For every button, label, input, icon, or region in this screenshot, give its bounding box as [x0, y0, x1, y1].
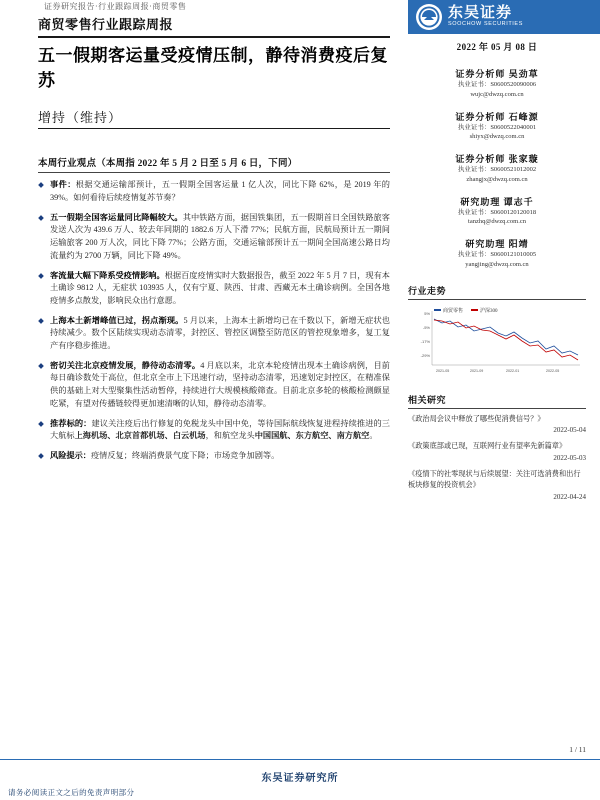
industry-trend-divider [408, 299, 586, 300]
analyst-entry [408, 195, 586, 228]
title-divider-thick [38, 36, 390, 38]
legend-swatch-icon [471, 309, 478, 311]
bullet-lead: 五一假期全国客运量同比降幅较大。 [50, 212, 183, 222]
analyst-email[interactable]: wujc@dwzq.com.cn [470, 90, 524, 98]
bullet-text: 5 月以来，上海本土新增均已在千数以下，新增无症状也持续减少。数个区陆续实现动态清零，封控区、管控区调整至防范区的管控现象增多，复工复产有序稳步推进。 [50, 315, 390, 351]
list-item[interactable] [408, 441, 586, 464]
svg-text:-29%: -29% [420, 352, 430, 358]
list-item [38, 270, 390, 308]
analyst-email[interactable]: zhangjx@dwzq.com.cn [466, 175, 528, 183]
list-item[interactable] [408, 414, 586, 437]
footer-institute: 东吴证券研究所 [261, 773, 339, 784]
viewpoint-heading: 本周行业观点（本周指 2022 年 5 月 2 日至 5 月 6 日，下同） [38, 159, 298, 170]
analyst-role: 证券分析师 石峰源 [455, 111, 539, 122]
svg-text:2021-09: 2021-09 [470, 368, 484, 373]
analyst-license: 执业证书：S0600120120018 [457, 208, 537, 216]
bullet-lead: 上海本土新增峰值已过，拐点渐现。 [50, 315, 184, 325]
breadcrumb: 证券研究报告·行业跟踪周报·商贸零售 [44, 2, 187, 11]
svg-text:2022-05: 2022-05 [546, 368, 560, 373]
analyst-role: 证券分析师 张家璇 [455, 154, 539, 164]
viewpoint-divider [38, 172, 390, 173]
analyst-entry [408, 152, 586, 185]
analyst-license: 执业证书：S0600521012002 [457, 166, 537, 173]
analyst-entry [408, 110, 586, 143]
analyst-license: 执业证书：S0600520090006 [457, 81, 537, 88]
analyst-role: 研究助理 谭志千 [460, 196, 534, 207]
related-research-divider [408, 408, 586, 409]
soochow-logo-icon [416, 4, 442, 30]
industry-trend-chart [408, 305, 586, 379]
svg-text:5%: 5% [424, 310, 430, 316]
analyst-license: 执业证书：S0600522040001 [457, 123, 537, 131]
related-title: 《疫情下的社零现状与后续展望：关注可选消费和出行板块修复的投资机会》 [408, 469, 581, 490]
page-number: 1 / 11 [569, 745, 586, 754]
viewpoint-list [38, 179, 390, 462]
chart-legend [434, 307, 498, 314]
legend-swatch-icon [434, 309, 441, 311]
bullet-lead: 风险提示： [50, 450, 91, 460]
analyst-role: 研究助理 阳靖 [465, 239, 529, 249]
industry-trend-heading: 行业走势 [408, 285, 447, 296]
main-content [38, 14, 390, 470]
rating-divider [38, 128, 390, 129]
bullet-text: 根据交通运输部预计，五一假期全国客运量 1 亿人次，同比下降 62%，是 2019 年的 39%。如何看待后续疫情复苏节奏？ [50, 180, 390, 202]
chart-svg [408, 305, 586, 379]
related-research-list [408, 414, 586, 504]
list-item [38, 450, 390, 463]
legend-entry-series1 [434, 307, 463, 314]
related-date: 2022-05-03 [553, 453, 586, 462]
footer-divider [0, 759, 600, 760]
report-series-title: 商贸零售行业跟踪周报 [38, 17, 174, 32]
analyst-email[interactable]: yangjing@dwzq.com.cn [465, 260, 529, 268]
bullet-lead: 密切关注北京疫情发展，静待动态清零。 [50, 360, 201, 370]
svg-text:2021-05: 2021-05 [436, 368, 450, 373]
list-item [38, 179, 390, 204]
brand-band [408, 0, 600, 34]
legend-label: 沪深300 [480, 308, 498, 314]
bullet-text: 根据百度疫情实时大数据报告，截至 2022 年 5 月 7 日，现有本土确诊 9812 人，无症状 103935 人，仅有宁夏、陕西、甘肃、西藏无本土确诊病例。全国各地疫情多点散发，影响民众出行意愿。 [50, 270, 390, 305]
list-item [38, 212, 390, 263]
bullet-lead: 推荐标的： [50, 418, 92, 428]
legend-entry-series2 [471, 307, 498, 314]
analyst-email[interactable]: tanzhq@dwzq.com.cn [468, 218, 526, 226]
list-item [38, 315, 390, 353]
legend-label: 商贸零售 [443, 308, 464, 314]
analyst-entry [408, 67, 586, 100]
list-item[interactable] [408, 469, 586, 503]
analyst-role: 证券分析师 吴劲草 [455, 69, 539, 79]
list-item [38, 360, 390, 411]
bullet-text: 其中铁路方面，据国铁集团，五一假期首日全国铁路旅客发送人次为 439.6 万人、较去年同期的 1882.6 万人下滑 77%；民航方面，民航局预计五一期间运输旅客 200 万人次，同比下降 77%；公路方面，交通运输部预计五一期间全国高速公路日均流量约为 2700 万辆，同比下降 49%。 [50, 212, 390, 260]
footer-disclaimer: 请务必阅读正文之后的免责声明部分 [8, 788, 135, 797]
related-title: 《政策底部或已现，互联网行业有望率先新篇章》 [408, 442, 567, 451]
related-date: 2022-04-24 [553, 492, 586, 501]
list-item [38, 418, 390, 443]
sidebar [408, 40, 586, 508]
svg-text:-17%: -17% [420, 338, 430, 344]
report-headline: 五一假期客运量受疫情压制，静待消费疫后复苏 [38, 46, 388, 90]
investment-rating: 增持（维持） [38, 110, 123, 126]
analyst-license: 执业证书：S0600121010005 [457, 251, 537, 258]
bullet-text: 建议关注疫后出行修复的免税龙头中国中免，等待国际航线恢复进程持续推进的三大航标上海机场、北京首都机场、白云机场，和航空龙头中国国航、东方航空、南方航空。 [50, 418, 390, 441]
analyst-email[interactable]: shiyx@dwzq.com.cn [469, 133, 525, 141]
bullet-lead: 客流量大幅下降系受疫情影响。 [50, 270, 165, 280]
brand-name-cn: 东吴证券 [448, 4, 513, 21]
svg-text:2022-01: 2022-01 [506, 368, 520, 373]
related-title: 《政治局会议中释放了哪些促消费信号？》 [408, 414, 545, 423]
bullet-text: 疫情反复；终端消费景气度下降；市场竞争加剧等。 [90, 450, 280, 460]
bullet-text: 4 月底以来，北京本轮疫情出现本土确诊病例，目前每日确诊数处于高位，但北京全市上下迅速行动，坚持动态清零，迅速划定封控区，在精准保供的基础上对大型聚集性活动暂停，持续进行大规模核酸筛查。目前北京多轮的核酸检测颇显吃紧，有望对传播链较得更加速清晰的认知，静待动态清零。 [50, 360, 390, 408]
publish-date: 2022 年 05 月 08 日 [456, 42, 538, 52]
svg-text:-5%: -5% [422, 324, 430, 330]
related-date: 2022-05-04 [553, 426, 586, 435]
analyst-entry [408, 237, 586, 270]
bullet-lead: 事件： [50, 180, 76, 190]
brand-name-en: SOOCHOW SECURITIES [448, 21, 523, 28]
related-research-heading: 相关研究 [408, 394, 447, 405]
